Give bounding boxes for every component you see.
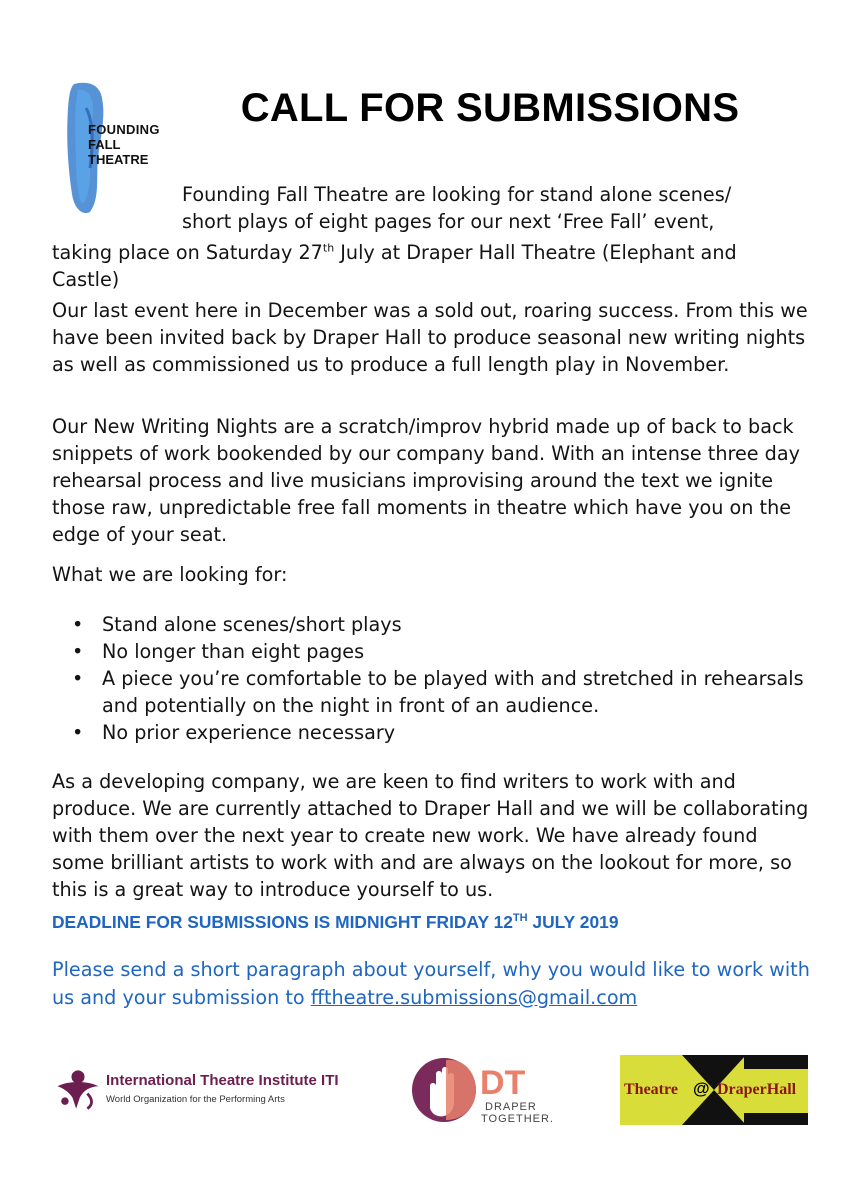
- paragraph-writing-nights: Our New Writing Nights are a scratch/improv hybrid made up of back to back snippets of work bookended by our company band. With an intense three day rehearsal process and live musicians improvising around the text we ignite those raw, unpredictable free fall moments in theatre which have you on the edge of your seat.: [52, 415, 800, 546]
- iti-logo-mark: [50, 1064, 106, 1114]
- intro-paragraph: [52, 181, 812, 293]
- submission-instructions: Please send a short paragraph about yourself, why you would like to work with us and your submission to fftheatre.submissions@gmail.com: [52, 958, 810, 1009]
- paragraph-last-event: Our last event here in December was a sold out, roaring success. From this we have been invited back by Draper Hall to produce seasonal new writing nights as well as commissioned us to produce a full length play in November.: [52, 299, 808, 376]
- list-item: • Stand alone scenes/short plays: [72, 611, 812, 638]
- draper-together-name: DRAPER: [485, 1101, 537, 1113]
- requirements-list: [72, 611, 812, 746]
- intro-line-1: Founding Fall Theatre are looking for stand alone scenes/: [182, 183, 732, 206]
- looking-for-heading: What we are looking for:: [52, 563, 288, 586]
- draper-together-name: TOGETHER.: [481, 1113, 554, 1125]
- svg-text:FALL: FALL: [88, 137, 121, 152]
- intro-line-4: Castle): [52, 268, 120, 292]
- svg-text:DT: DT: [480, 1064, 526, 1102]
- iti-subtitle: World Organization for the Performing Arts: [106, 1094, 285, 1105]
- list-item: • No prior experience necessary: [72, 719, 812, 746]
- submission-email-link[interactable]: fftheatre.submissions@gmail.com: [310, 986, 638, 1009]
- svg-text:THEATRE: THEATRE: [88, 152, 149, 167]
- tdh-draperhall-text: DraperHall: [717, 1081, 797, 1098]
- list-item: • A piece you’re comfortable to be played with and stretched in rehearsals and potentially on the night in front of an audience.: [72, 665, 812, 719]
- intro-line-3: taking place on Saturday 27th July at Draper Hall Theatre (Elephant and: [52, 241, 737, 265]
- tdh-theatre-text: Theatre: [624, 1081, 678, 1098]
- intro-line-2: short plays of eight pages for our next ‘Free Fall’ event,: [182, 210, 715, 233]
- page-title: CALL FOR SUBMISSIONS: [240, 86, 740, 130]
- svg-text:FOUNDING: FOUNDING: [88, 122, 160, 137]
- iti-name: International Theatre Institute ITI: [106, 1072, 339, 1089]
- deadline-notice: DEADLINE FOR SUBMISSIONS IS MIDNIGHT FRIDAY 12TH JULY 2019: [52, 912, 619, 932]
- list-item: • No longer than eight pages: [72, 638, 812, 665]
- paragraph-developing-company: As a developing company, we are keen to find writers to work with and produce. We are currently attached to Draper Hall and we will be collaborating with them over the next year to create new work. We have already found some brilliant artists to work with and are always on the lookout for more, so this is a great way to introduce yourself to us.: [52, 770, 809, 901]
- tdh-at-symbol: @: [693, 1079, 710, 1098]
